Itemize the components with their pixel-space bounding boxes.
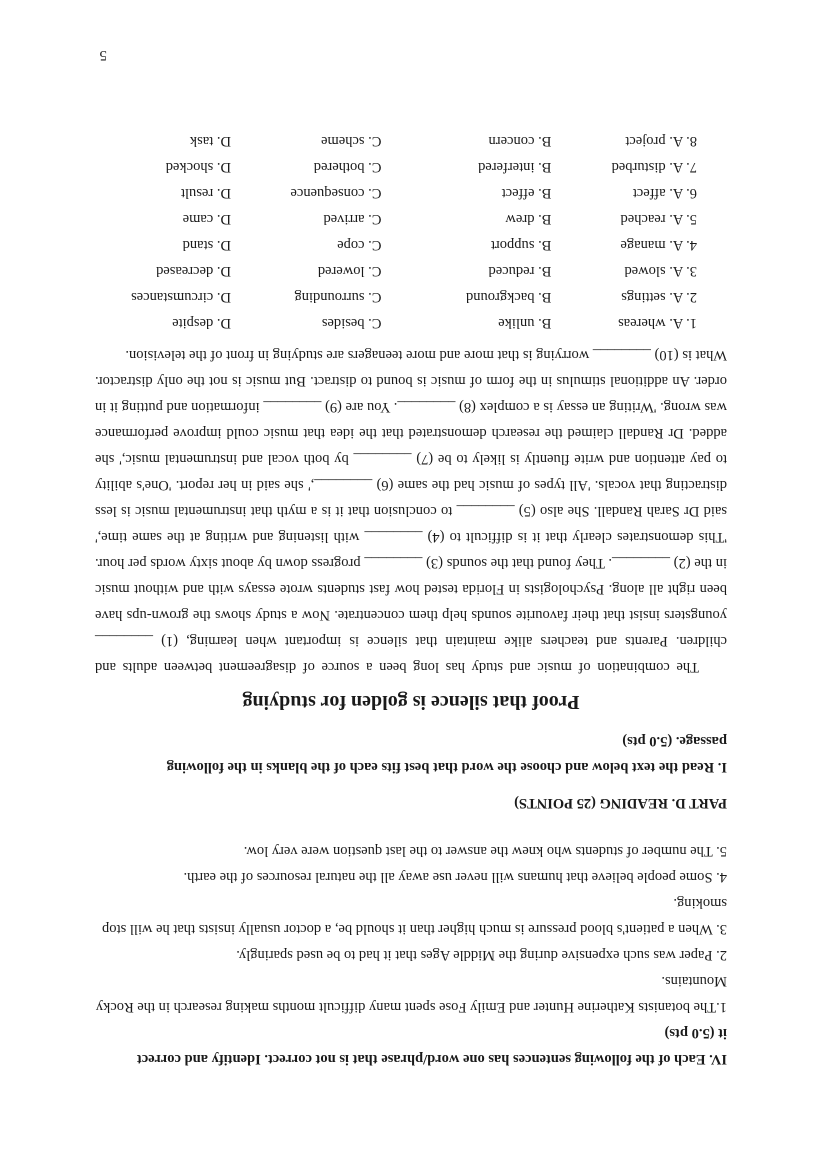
option-d: D. shocked xyxy=(165,159,231,175)
option-d: D. result xyxy=(181,185,231,201)
option-a: 1. A. whereas xyxy=(618,315,697,331)
reading-instruction-line2: passage. (5.0 pts) xyxy=(622,733,727,749)
option-c: C. lowered xyxy=(317,263,382,279)
option-b: B. unlike xyxy=(498,315,552,331)
error-sentence-4: 4. Some people believe that humans will never use away all the natural resources of the earth. xyxy=(183,869,727,885)
option-b: B. support xyxy=(490,237,552,253)
error-sentence-1: 1.The botanists Katherine Hunter and Emily Fose spent many difficult months making research in the Rocky Mountains. xyxy=(95,973,727,1015)
option-row xyxy=(95,284,727,310)
option-row xyxy=(95,232,727,258)
option-b: B. interfered xyxy=(478,159,552,175)
option-a: 8. A. project xyxy=(625,133,697,149)
option-d: D. despite xyxy=(172,315,231,331)
reading-passage: The combination of music and study has long been a source of disagreement between adults and children. Parents and teachers alike maintain that silence is important when learning, (1) ________ youngsters insist that their favourite sounds help them concentrate. Now a study shows the grown-ups have been right all along. Psychologists in Florida tested how fast students wrote essays with and without music in the (2) ________. They found that the sounds (3) ________ progress down by about sixty words per hour. 'This demonstrates clearly that it is difficult to (4) ________ with listening and writing at the same time,' said Dr Sarah Randall. She also (5) ________ to conclusion that it is a myth that instrumental music is less distracting that vocals. 'All types of music had the same (6) ________,' she said in her report. 'One's ability to pay attention and write fluently is likely to be (7) ________ by both vocal and instrumental music,' she added. Dr Randall claimed the research demonstrated that the idea that music could improve performance was wrong. 'Writing an essay is a complex (8) ________. You are (9) ________ information and putting it in order. An additional stimulus in the form of music is bound to distract. But music is not the only distractor. What is (10) ________ worrying is that more and more teenagers are studying in front of the television. xyxy=(95,347,727,675)
option-d: D. came xyxy=(182,211,231,227)
option-c: C. consequence xyxy=(290,185,382,201)
error-sentence-5: 5. The number of students who knew the answer to the last question were very low. xyxy=(243,843,727,859)
option-c: C. arrived xyxy=(323,211,382,227)
option-c: C. cope xyxy=(337,237,382,253)
option-row xyxy=(95,180,727,206)
option-row xyxy=(95,128,727,154)
option-d: D. task xyxy=(189,133,231,149)
option-a: 5. A. reached xyxy=(620,211,697,227)
option-c: C. scheme xyxy=(321,133,382,149)
option-d: D. circumstances xyxy=(131,289,231,305)
option-b: B. background xyxy=(465,289,552,305)
option-d: D. decreased xyxy=(156,263,231,279)
part-d-heading: PART D. READING (25 POINTS) xyxy=(514,795,727,811)
section4-heading-line1: IV. Each of the following sentences has one word/phrase that is not correct. Identify and correct xyxy=(136,1051,727,1067)
reading-instruction-line1: I. Read the text below and choose the word that best fits each of the blanks in the following xyxy=(166,759,727,775)
option-a: 3. A. slowed xyxy=(624,263,697,279)
option-a: 4. A. manage xyxy=(620,237,697,253)
option-b: B. drew xyxy=(505,211,552,227)
option-row xyxy=(95,310,727,336)
option-c: C. surrounding xyxy=(294,289,382,305)
error-sentence-3: 3. When a patient's blood pressure is much higher than it should be, a doctor usually insists that he will stop smoking. xyxy=(102,895,727,937)
option-a: 2. A. settings xyxy=(621,289,697,305)
option-b: B. effect xyxy=(501,185,552,201)
answer-options xyxy=(95,128,727,336)
option-row xyxy=(95,206,727,232)
option-row xyxy=(95,154,727,180)
page-content xyxy=(95,128,727,1072)
option-row xyxy=(95,258,727,284)
passage-title: Proof that silence is golden for studying xyxy=(242,691,580,713)
option-a: 7. A. disturbed xyxy=(611,159,697,175)
section4-heading-line2: it (5.0 pts) xyxy=(664,1025,727,1041)
error-sentence-2: 2. Paper was such expensive during the Middle Ages that it had to be used sparingly. xyxy=(236,947,727,963)
option-c: C. bothered xyxy=(313,159,382,175)
option-d: D. stand xyxy=(182,237,231,253)
page-number: 5 xyxy=(99,47,107,63)
option-c: C. besides xyxy=(321,315,382,331)
option-b: B. concern xyxy=(488,133,552,149)
option-b: B. reduced xyxy=(488,263,552,279)
option-a: 6. A. affect xyxy=(632,185,697,201)
